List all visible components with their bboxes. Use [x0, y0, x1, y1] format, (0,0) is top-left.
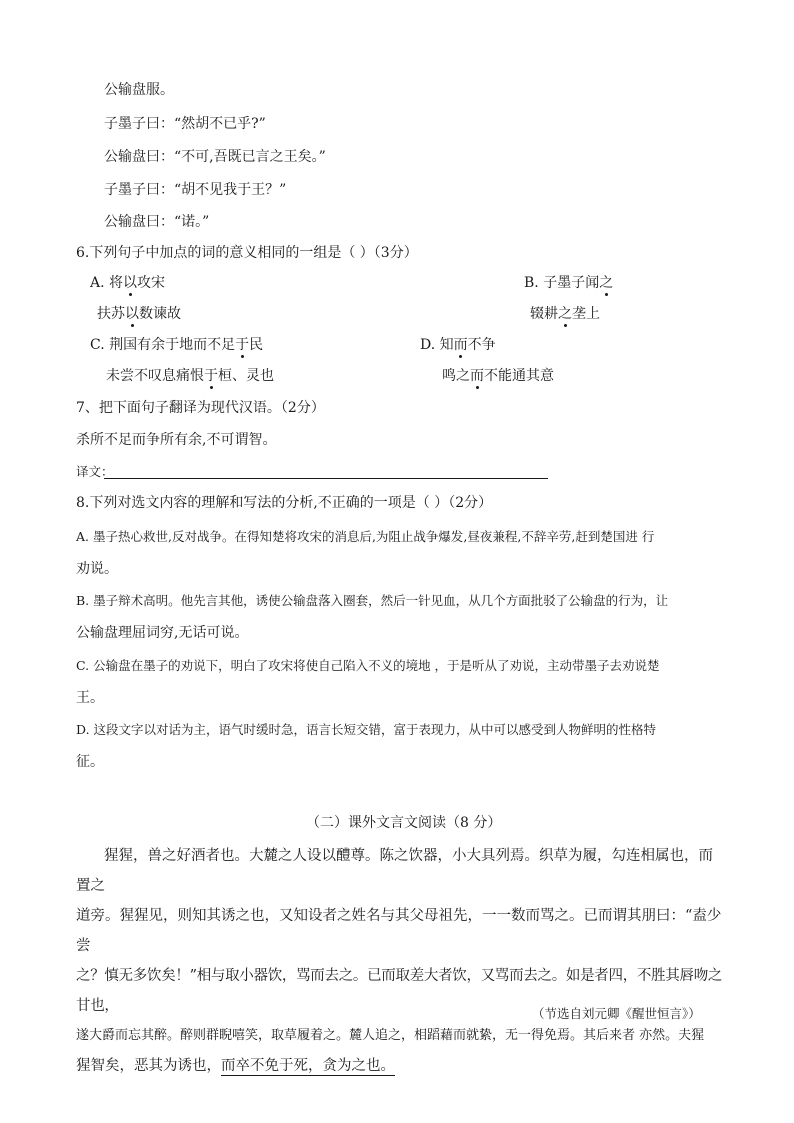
- q6-a-label: A. 将: [90, 275, 124, 291]
- dialogue-line-2: 子墨子曰：“然胡不已乎?”: [104, 116, 266, 132]
- q6-c-dot-word: 于: [235, 337, 250, 353]
- q8-stem: 8.下列对选文内容的理解和写法的分析,不正确的一项是（ ）（2分）: [76, 495, 493, 511]
- q6-d2-dot-word: 而: [470, 368, 484, 384]
- passage-source: （节选自刘元卿《醒世恒言》）: [532, 1006, 701, 1021]
- q6-a-dot-word: 以: [123, 275, 138, 291]
- q6-d-dot-word: 而: [453, 337, 468, 353]
- q7-stem: 7、把下面句子翻译为现代汉语。（2分）: [76, 400, 325, 416]
- section-2-title: （二）课外文言文阅读（8 分）: [306, 815, 502, 831]
- q8-option-b-line-2: 公输盘理屈词穷,无话可说。: [76, 625, 249, 641]
- q6-c2-rest: 桓、灵也: [218, 368, 274, 384]
- passage-line-2: 道旁。猩猩见，则知其诱之也，又知设者之姓名与其父母祖先，一一数而骂之。已而谓其朋曰：“盍少尝: [76, 908, 722, 954]
- q6-b2-pre: 辍耕: [530, 306, 558, 322]
- q8-option-c-line-2: 王。: [76, 690, 104, 706]
- passage-line-3: 之？慎无多饮矣！”相与取小器饮，骂而去之。已而取差大者饮，又骂而去之。如是者四，不胜其唇吻之甘也，: [76, 968, 723, 1014]
- q6-d-rest: 不争: [467, 337, 496, 353]
- q6-b2-dot-word: 之: [558, 306, 572, 322]
- q6-option-d-2: [442, 367, 554, 385]
- q6-option-b: [524, 274, 613, 292]
- dialogue-line-5: 公输盘曰：“诺。”: [104, 214, 210, 230]
- q6-b2-rest: 垄上: [572, 306, 600, 322]
- q6-a-rest: 攻宋: [137, 275, 166, 291]
- q8-option-d-line-2: 征。: [76, 754, 104, 770]
- q6-c-label: C. 荆国有余于地而不足: [90, 337, 236, 353]
- q6-stem: 6.下列句子中加点的词的意义相同的一组是（ ）（3分）: [76, 245, 418, 261]
- q6-d2-pre: 鸣之: [442, 368, 470, 384]
- q6-option-c-2: [106, 367, 274, 385]
- q6-option-a-2: [97, 305, 181, 323]
- q8-option-a-line-1: A. 墨子热心救世,反对战争。在得知楚将攻宋的消息后,为阻止战争爆发,昼夜兼程,不辞辛劳,赶到楚国进 行: [76, 529, 655, 544]
- q6-option-b-2: [530, 305, 600, 323]
- q6-a2-pre: 扶苏: [97, 306, 125, 322]
- q7-answer-label: 译文：: [76, 464, 114, 479]
- dialogue-line-1: 公输盘服。: [104, 82, 174, 98]
- q6-d-label: D. 知: [420, 337, 454, 353]
- q6-b-dot-word: 之: [599, 275, 614, 291]
- dialogue-line-4: 子墨子曰：“胡不见我于王？”: [104, 182, 287, 198]
- q8-option-c-line-1: C. 公输盘在墨子的劝说下，明白了攻宋将使自己陷入不义的境地 ，于是听从了劝说，主动带墨子去劝说楚: [76, 658, 660, 673]
- q8-option-a-line-2: 劝说。: [76, 561, 118, 577]
- passage-line-4: 遂大爵而忘其醉。醉则群睨嘻笑，取草履着之。麓人追之，相蹈藉而就絷，无一得免焉。其后来者 亦然。夫猩: [76, 1028, 705, 1043]
- passage: [76, 841, 724, 1081]
- q6-c-rest: 民: [249, 337, 264, 353]
- q6-option-d: [420, 336, 496, 354]
- q6-option-a: [90, 274, 165, 292]
- q6-c2-dot-word: 于: [204, 368, 218, 384]
- underlined-sentence: 而卒不免于死，贪为之也。: [221, 1058, 395, 1074]
- passage-line-1: 猩猩，兽之好酒者也。大麓之人设以醴尊。陈之饮器，小大具列焉。织草为履，勾连相属也，而置之: [76, 848, 713, 894]
- q8-option-b-line-1: B. 墨子辩术高明。他先言其他，诱使公输盘落入圈套，然后一针见血，从几个方面批驳了公输盘的行为，让: [76, 593, 669, 608]
- q8-option-d-line-1: D. 这段文字以对话为主，语气时缓时急，语言长短交错，富于表现力，从中可以感受到人物鲜明的性格特: [76, 722, 657, 737]
- q6-d2-rest: 不能通其意: [484, 368, 554, 384]
- passage-line-5: [76, 1051, 724, 1081]
- passage-line-5-pre: 猩智矣，恶其为诱也，: [76, 1058, 221, 1074]
- q7-answer-blank[interactable]: [104, 478, 548, 479]
- q6-c2-pre: 未尝不叹息痛恨: [106, 368, 204, 384]
- q7-sentence: 杀所不足而争所有余,不可谓智。: [76, 432, 277, 448]
- q6-option-c: [90, 336, 263, 354]
- q6-b-label: B. 子墨子闻: [524, 275, 600, 291]
- q6-a2-rest: 数谏故: [139, 306, 181, 322]
- dialogue-line-3: 公输盘曰：“不可,吾既已言之王矣。”: [104, 149, 326, 165]
- q6-a2-dot-word: 以: [125, 306, 139, 322]
